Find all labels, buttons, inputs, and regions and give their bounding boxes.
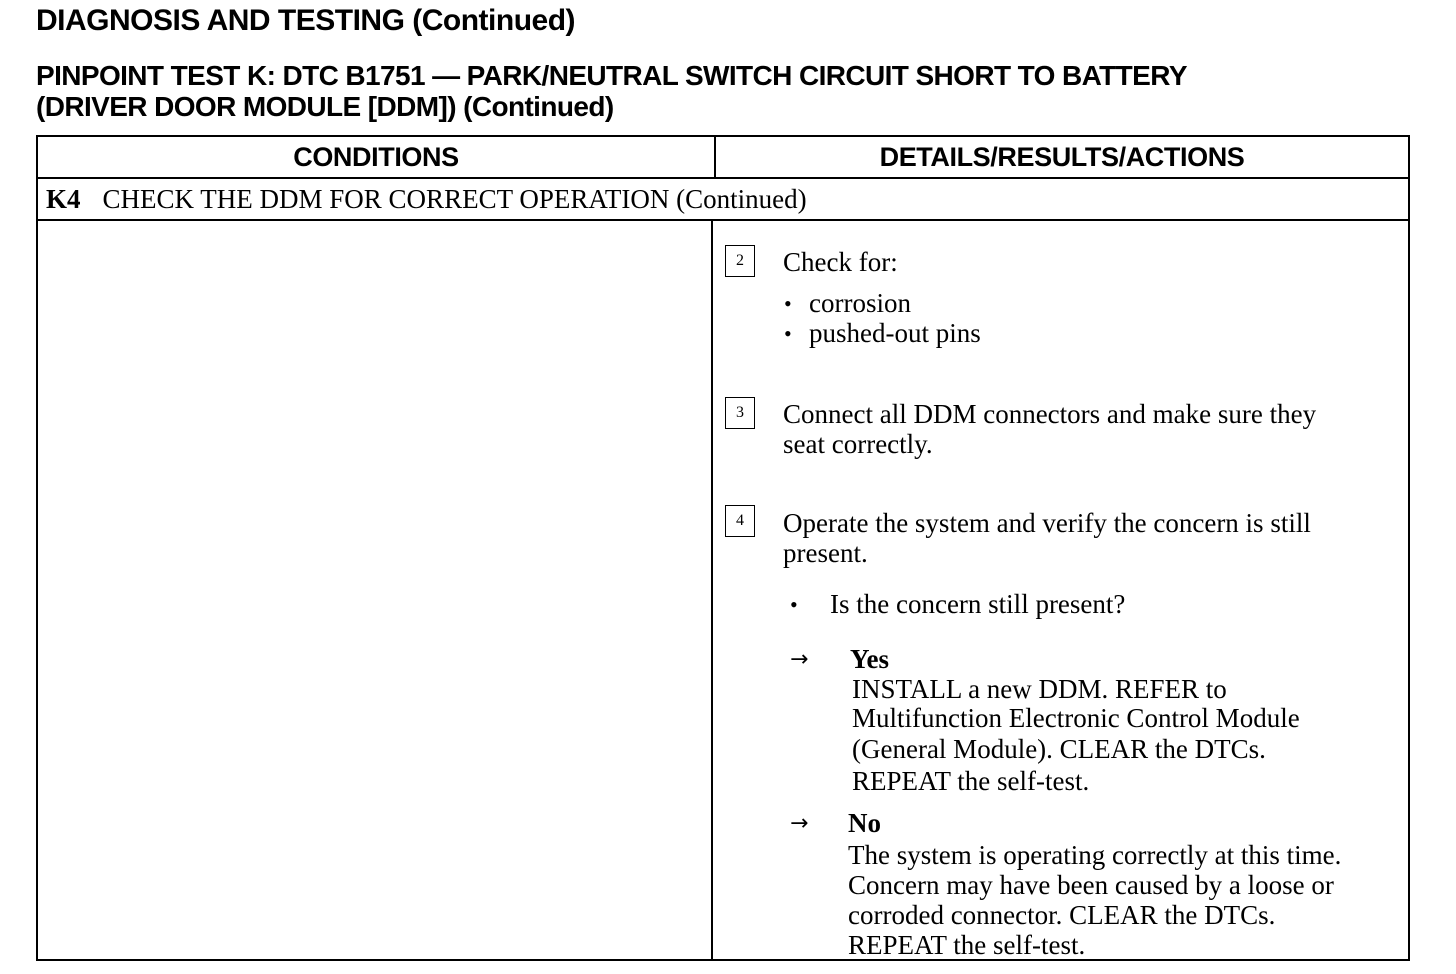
yes-arrow-icon: → [790,647,809,672]
conditions-column-header: CONDITIONS [293,142,459,172]
substep-2-bullet-1: corrosion [809,288,911,318]
step-id: K4 [46,184,81,214]
yes-line-3: (General Module). CLEAR the DTCs. [852,734,1266,764]
substep-3-number: 3 [725,397,755,429]
substep-4-line-1: Operate the system and verify the concern is still [783,508,1311,538]
substep-4-line-2: present. [783,538,868,568]
pinpoint-test-table [36,135,1410,961]
substep-3-line-2: seat correctly. [783,429,933,459]
step-title: CHECK THE DDM FOR CORRECT OPERATION (Continued) [102,184,807,214]
substep-4-question: Is the concern still present? [830,589,1126,619]
header-divider [714,137,716,177]
substep-2-text: Check for: [783,247,898,277]
step-title-row [46,179,807,219]
yes-line-4: REPEAT the self-test. [852,766,1090,796]
yes-line-1: INSTALL a new DDM. REFER to [852,674,1227,704]
details-column-header: DETAILS/RESULTS/ACTIONS [879,142,1245,172]
bullet-icon: • [784,291,792,316]
substep-4-number: 4 [725,505,755,537]
no-line-2: Concern may have been caused by a loose or [848,870,1334,900]
page-title: DIAGNOSIS AND TESTING (Continued) [36,4,576,37]
bullet-icon: • [784,321,792,346]
test-title-line-1: PINPOINT TEST K: DTC B1751 — PARK/NEUTRAL SWITCH CIRCUIT SHORT TO BATTERY [36,60,1187,91]
substep-2-number: 2 [725,245,755,277]
substep-2-bullet-2: pushed-out pins [809,318,981,348]
bullet-icon: • [790,592,798,617]
test-title-line-2: (DRIVER DOOR MODULE [DDM]) (Continued) [36,91,614,122]
step-title-rule [38,219,1408,221]
no-line-1: The system is operating correctly at this time. [848,840,1342,870]
substep-3-line-1: Connect all DDM connectors and make sure they [783,399,1317,429]
no-label: No [848,808,881,838]
yes-label: Yes [850,644,889,674]
body-column-divider [711,221,713,961]
no-line-3: corroded connector. CLEAR the DTCs. [848,900,1276,930]
yes-line-2: Multifunction Electronic Control Module [852,703,1300,733]
no-line-4: REPEAT the self-test. [848,930,1086,960]
pinpoint-test-title [36,60,1187,122]
no-arrow-icon: → [790,811,809,836]
